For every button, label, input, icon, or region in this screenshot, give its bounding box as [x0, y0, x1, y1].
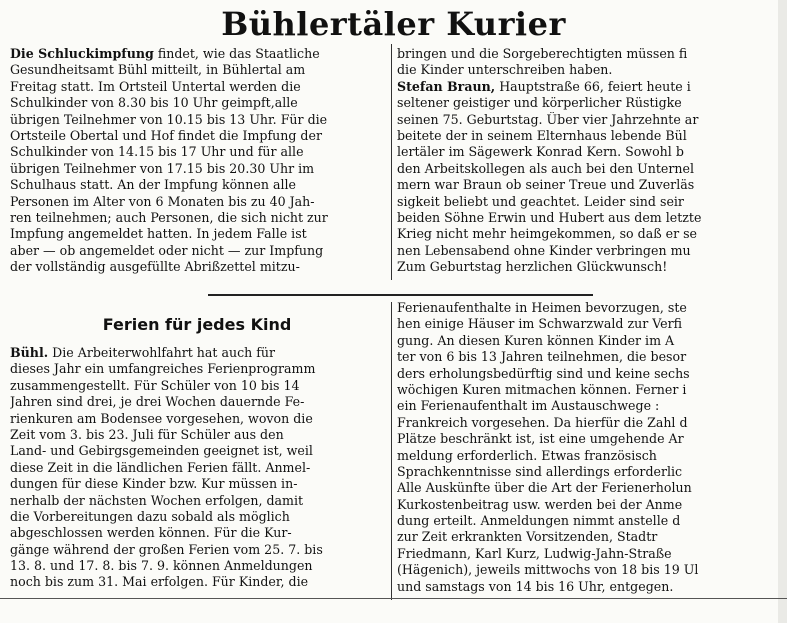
ferien-text: die Vorbereitungen dazu sobald als möglich [10, 508, 290, 524]
ferien-text: nerhalb der nächsten Wochen erfolgen, damit [10, 492, 304, 508]
ferien-text: Die Arbeiterwohlfahrt hat auch für [48, 345, 276, 360]
ferien-cont-text: Kurkostenbeitrag usw. werden bei der Anme [397, 496, 683, 512]
braun-line [397, 243, 767, 259]
schluckimpfung-lead: Die Schluckimpfung [10, 46, 154, 61]
braun-text: sigkeit beliebt und geachtet. Leider sind seir [397, 193, 684, 209]
column-divider-top [391, 44, 392, 280]
schluckimpfung-line [10, 226, 384, 242]
schluckimpfung-text: Gesundheitsamt Bühl mitteilt, in Bühlertal am [10, 62, 306, 78]
schluckimpfung-line [10, 161, 384, 177]
ferien-cont-line [397, 398, 767, 414]
ferien-line [10, 427, 384, 443]
schluckimpfung-text: Schulhaus statt. An der Impfung können alle [10, 177, 296, 193]
schluckimpfung-text: Impfung angemeldet hatten. In jedem Falle ist [10, 226, 307, 242]
bottom-rule [0, 598, 787, 599]
article-schluckimpfung [10, 46, 384, 275]
ferien-cont-line [397, 579, 767, 595]
braun-text: nen Lebensabend ohne Kinder verbringen mu [397, 242, 691, 258]
ferien-cont-text: Frankreich vorgesehen. Da hierfür die Zahl d [397, 414, 688, 430]
ferien-line [10, 493, 384, 509]
ferien-text: Zeit vom 3. bis 23. Juli für Schüler aus den [10, 426, 284, 442]
ferien-cont-line [397, 497, 767, 513]
ferien-cont-text: dung erteilt. Anmeldungen nimmt anstelle d [397, 513, 681, 529]
schluckimpfung-text: Schulkinder von 14.15 bis 17 Uhr und für alle [10, 144, 304, 160]
ferien-cont-line [397, 448, 767, 464]
ferien-text: zusammengestellt. Für Schüler von 10 bis 14 [10, 377, 300, 393]
article-ferien-continued [397, 300, 767, 595]
ferien-cont-text: Friedmann, Karl Kurz, Ludwig-Jahn-Straße [397, 545, 672, 561]
ferien-cont-line [397, 562, 767, 578]
ferien-line [10, 476, 384, 492]
schluckimpfung-line [10, 194, 384, 210]
schluckimpfung-text: Ortsteile Obertal und Hof findet die Impfung der [10, 127, 322, 143]
braun-line [397, 112, 767, 128]
ferien-cont-line [397, 464, 767, 480]
schluckimpfung-text: der vollständig ausgefüllte Abrißzettel mitzu- [10, 259, 300, 275]
ferien-line [10, 574, 384, 590]
ferien-cont-text: Alle Auskünfte über die Art der Ferienerholun [397, 480, 692, 496]
braun-line [397, 79, 767, 95]
ferien-line [10, 394, 384, 410]
schluckimpfung-line [10, 259, 384, 275]
ferien-cont-line [397, 300, 767, 316]
braun-text: mern war Braun ob seiner Treue und Zuverläs [397, 177, 695, 193]
braun-lead: Stefan Braun, [397, 78, 496, 94]
ferien-cont-text: hen einige Häuser im Schwarzwald zur Verfi [397, 316, 683, 332]
ferien-cont-line [397, 366, 767, 382]
article-stefan-braun [397, 46, 767, 275]
schluckimpfung-text: findet, wie das Staatliche [153, 46, 320, 61]
masthead-title: Bühlertäler Kurier [221, 5, 566, 43]
ferien-cont-text: und samstags von 14 bis 16 Uhr, entgegen. [397, 578, 674, 594]
ferien-cont-text: gung. An diesen Kuren können Kinder im A [397, 332, 675, 348]
braun-text: seltener geistiger und körperlicher Rüstigke [397, 95, 682, 111]
schluckimpfung-line [10, 46, 384, 62]
schluckimpfung-line [10, 210, 384, 226]
ferien-text: diese Zeit in die ländlichen Ferien fällt. Anmel- [10, 459, 311, 475]
ferien-cont-line [397, 415, 767, 431]
braun-text: die Kinder unterschreiben haben. [397, 62, 613, 78]
ferien-line [10, 509, 384, 525]
braun-line [397, 95, 767, 111]
schluckimpfung-line [10, 128, 384, 144]
braun-text: Hauptstraße 66, feiert heute i [495, 78, 691, 94]
ferien-line [10, 345, 384, 361]
column-divider-bottom [391, 302, 392, 600]
braun-line [397, 62, 767, 78]
ferien-cont-line [397, 333, 767, 349]
schluckimpfung-text: Schulkinder von 8.30 bis 10 Uhr geimpft,alle [10, 95, 298, 111]
braun-line [397, 177, 767, 193]
braun-line [397, 144, 767, 160]
ferien-line [10, 361, 384, 377]
page-edge-shadow [778, 0, 787, 623]
ferien-cont-text: wöchigen Kuren mitmachen können. Ferner i [397, 381, 687, 397]
ferien-text: Land- und Gebirgsgemeinden geeignet ist, weil [10, 443, 313, 459]
braun-line [397, 161, 767, 177]
ferien-cont-line [397, 546, 767, 562]
ferien-cont-text: (Hägenich), jeweils mittwochs von 18 bis 19 Ul [397, 562, 699, 578]
schluckimpfung-text: Freitag statt. Im Ortsteil Untertal werden die [10, 78, 301, 94]
ferien-text: rienkuren am Bodensee vorgesehen, wovon die [10, 410, 313, 426]
ferien-cont-text: ders erholungsbedürftig sind und keine sechs [397, 365, 690, 381]
ferien-cont-line [397, 480, 767, 496]
schluckimpfung-text: übrigen Teilnehmer von 17.15 bis 20.30 Uhr im [10, 160, 315, 176]
schluckimpfung-text: Personen im Alter von 6 Monaten bis zu 40 Jah- [10, 193, 315, 209]
schluckimpfung-line [10, 79, 384, 95]
braun-line [397, 128, 767, 144]
braun-line [397, 210, 767, 226]
schluckimpfung-text: übrigen Teilnehmer von 10.15 bis 13 Uhr. Für die [10, 111, 328, 127]
schluckimpfung-line [10, 243, 384, 259]
ferien-text: Jahren sind drei, je drei Wochen dauernde Fe- [10, 394, 305, 410]
ferien-cont-text: zur Zeit erkrankten Vorsitzenden, Stadtr [397, 529, 658, 545]
article-ferien [10, 345, 384, 591]
braun-text: seinen 75. Geburtstag. Über vier Jahrzehnte ar [397, 111, 699, 127]
ferien-cont-line [397, 513, 767, 529]
ferien-cont-line [397, 382, 767, 398]
schluckimpfung-line [10, 62, 384, 78]
schluckimpfung-line [10, 144, 384, 160]
ferien-line [10, 558, 384, 574]
ferien-cont-text: Ferienaufenthalte in Heimen bevorzugen, ste [397, 300, 687, 315]
ferien-text: 13. 8. und 17. 8. bis 7. 9. können Anmeldungen [10, 558, 313, 574]
schluckimpfung-text: aber — ob angemeldet oder nicht — zur Impfung [10, 242, 324, 258]
ferien-cont-line [397, 431, 767, 447]
braun-text: den Arbeitskollegen als auch bei den Unternel [397, 160, 694, 176]
braun-line [397, 46, 767, 62]
ferien-text: dieses Jahr ein umfangreiches Ferienprogramm [10, 361, 316, 377]
ferien-lead: Bühl. [10, 345, 49, 360]
braun-text: bringen und die Sorgeberechtigten müssen fi [397, 46, 688, 61]
ferien-line [10, 378, 384, 394]
braun-line [397, 259, 767, 275]
braun-text: Zum Geburtstag herzlichen Glückwunsch! [397, 259, 668, 275]
braun-line [397, 194, 767, 210]
ferien-line [10, 443, 384, 459]
ferien-cont-text: ter von 6 bis 13 Jahren teilnehmen, die besor [397, 349, 687, 365]
braun-line [397, 226, 767, 242]
schluckimpfung-text: ren teilnehmen; auch Personen, die sich nicht zur [10, 209, 328, 225]
ferien-line [10, 525, 384, 541]
ferien-line [10, 460, 384, 476]
ferien-text: dungen für diese Kinder bzw. Kur müssen in- [10, 476, 298, 492]
braun-text: Krieg nicht mehr heimgekommen, so daß er se [397, 226, 698, 242]
ferien-text: abgeschlossen werden können. Für die Kur- [10, 525, 292, 541]
braun-text: beiden Söhne Erwin und Hubert aus dem letzte [397, 209, 702, 225]
braun-text: beitete der in seinem Elternhaus lebende Bül [397, 127, 687, 143]
schluckimpfung-line [10, 112, 384, 128]
braun-text: lertäler im Sägewerk Konrad Kern. Sowohl b [397, 144, 684, 160]
ferien-line [10, 542, 384, 558]
ferien-cont-text: Plätze beschränkt ist, ist eine umgehende Ar [397, 431, 684, 447]
article-headline-ferien: Ferien für jedes Kind [102, 315, 292, 334]
ferien-cont-line [397, 316, 767, 332]
schluckimpfung-line [10, 177, 384, 193]
ferien-line [10, 411, 384, 427]
ferien-cont-line [397, 349, 767, 365]
ferien-cont-text: meldung erforderlich. Etwas französisch [397, 447, 657, 463]
ferien-text: gänge während der großen Ferien vom 25. 7. bis [10, 541, 323, 557]
ferien-cont-text: Sprachkenntnisse sind allerdings erforderlic [397, 463, 683, 479]
ferien-cont-line [397, 529, 767, 545]
section-divider [208, 294, 593, 296]
ferien-text: noch bis zum 31. Mai erfolgen. Für Kinder, die [10, 574, 309, 590]
ferien-cont-text: ein Ferienaufenthalt im Austauschwege : [397, 398, 660, 414]
schluckimpfung-line [10, 95, 384, 111]
